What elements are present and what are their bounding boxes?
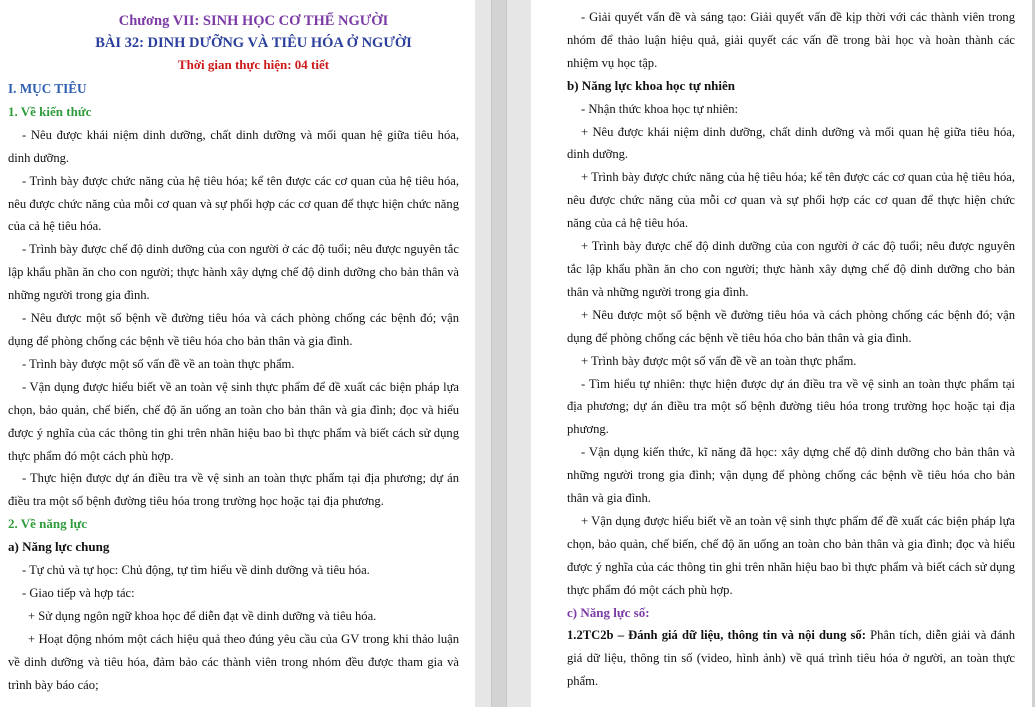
paragraph: - Trình bày được chức năng của hệ tiêu hóa; kể tên được các cơ quan của hệ tiêu hóa, nêu được chức năng của mỗi cơ quan và sự phối hợp các cơ quan để thực hiện chức năng của cả hệ tiêu hóa. (8, 173, 459, 234)
paragraph: - Vận dụng được hiểu biết về an toàn vệ sinh thực phẩm để đề xuất các biện pháp lựa chọn, bảo quản, chế biến, chế độ ăn uống an toàn cho bản thân và gia đình; đọc và hiểu được ý nghĩa của các thông tin ghi trên nhãn hiệu bao bì thực phẩm và biết cách sử dụng thực phẩm đó một cách phù hợp. (8, 379, 459, 463)
page-divider (491, 0, 507, 707)
paragraph: + Trình bày được chức năng của hệ tiêu hóa; kể tên được các cơ quan của hệ tiêu hóa, nêu được chức năng của mỗi cơ quan và sự phối hợp các cơ quan để thực hiện chức năng của cả hệ tiêu hóa. (567, 170, 1015, 231)
paragraph: + Hoạt động nhóm một cách hiệu quả theo đúng yêu cầu của GV trong khi thảo luận về dinh dưỡng và tiêu hóa, đảm bảo các thành viên trong nhóm đều được tham gia và trình bày báo cáo; (8, 631, 459, 692)
paragraph: + Trình bày được chế độ dinh dưỡng của con người ở các độ tuổi; nêu được nguyên tắc lập khẩu phần ăn cho con người; thực hành xây dựng chế độ dinh dưỡng cho bản thân và những người trong gia đình. (567, 239, 1015, 299)
subheading-general-competence: a) Năng lực chung (8, 539, 110, 555)
page-gap (475, 0, 531, 707)
paragraph: - Giải quyết vấn đề và sáng tạo: Giải quyết vấn đề kịp thời với các thành viên trong nhóm để thảo luận hiệu quả, giải quyết các vấn đề trong bài học và hoàn thành các nhiệm vụ học tập. (567, 10, 1015, 70)
paragraph: - Tự chủ và tự học: Chủ động, tự tìm hiểu về dinh dưỡng và tiêu hóa. (22, 563, 370, 578)
document-page-left (0, 0, 475, 707)
paragraph: - Vận dụng kiến thức, kĩ năng đã học: xây dựng chế độ dinh dưỡng cho bản thân và những người trong gia đình; vận dụng để phòng chống các bệnh về tiêu hóa cho bản thân và gia đình. (567, 445, 1015, 506)
paragraph: + Vận dụng được hiểu biết về an toàn vệ sinh thực phẩm để đề xuất các biện pháp lựa chọn, bảo quản, chế biến, chế độ ăn uống an toàn cho bản thân và gia đình; đọc và hiểu được ý nghĩa của các thông tin ghi trên nhãn hiệu bao bì thực phẩm và biết cách sử dụng thực phẩm đó một cách phù hợp. (567, 513, 1015, 597)
paragraph: - Tìm hiểu tự nhiên: thực hiện được dự án điều tra về vệ sinh an toàn thực phẩm tại địa phương; dự án điều tra một số bệnh đường tiêu hóa trong trường học hoặc tại địa phương. (567, 376, 1015, 437)
subheading-science-competence: b) Năng lực khoa học tự nhiên (567, 77, 736, 93)
paragraph: - Nêu được khái niệm dinh dưỡng, chất dinh dưỡng và mối quan hệ giữa tiêu hóa, dinh dưỡng. (8, 127, 459, 165)
duration-text: Thời gian thực hiện: 04 tiết (177, 57, 330, 72)
document-page-right (531, 0, 1035, 707)
subheading-knowledge: 1. Về kiến thức (8, 103, 92, 119)
paragraph: + Nêu được khái niệm dinh dưỡng, chất dinh dưỡng và mối quan hệ giữa tiêu hóa, dinh dưỡng. (567, 124, 1015, 162)
paragraph: + Nêu được một số bệnh về đường tiêu hóa và cách phòng chống các bệnh đó; vận dụng để phòng chống các bệnh về tiêu hóa cho bản thân và gia đình. (567, 307, 1015, 345)
chapter-title: Chương VII: SINH HỌC CƠ THỂ NGƯỜI (118, 13, 389, 29)
subheading-digital-competence: c) Năng lực số: (567, 604, 650, 620)
paragraph-digital (567, 624, 1015, 693)
section-heading-objectives: I. MỤC TIÊU (8, 81, 87, 96)
subheading-competence: 2. Về năng lực (8, 516, 88, 532)
paragraph: - Nêu được một số bệnh về đường tiêu hóa và cách phòng chống các bệnh đó; vận dụng để phòng chống các bệnh về tiêu hóa cho bản thân và gia đình. (8, 311, 459, 348)
paragraph: - Trình bày được một số vấn đề về an toàn thực phẩm. (22, 356, 295, 371)
digital-competence-code: 1.2TC2b – Đánh giá dữ liệu, thông tin và nội dung số: (567, 628, 866, 643)
paragraph: - Giao tiếp và hợp tác: (22, 585, 135, 600)
lesson-title: BÀI 32: DINH DƯỠNG VÀ TIÊU HÓA Ở NGƯỜI (95, 35, 412, 51)
digital-competence-text: Phân tích, diễn giải và đánh giá dữ liệu, thông tin số (video, hình ảnh) về quá trình tiêu hóa ở người, an toàn thực phẩm. (567, 628, 1015, 689)
paragraph: - Nhận thức khoa học tự nhiên: (581, 101, 739, 116)
paragraph: - Thực hiện được dự án điều tra về vệ sinh an toàn thực phẩm tại địa phương; dự án điều tra một số bệnh đường tiêu hóa trong trường học hoặc tại địa phương. (8, 471, 459, 509)
paragraph: - Trình bày được chế độ dinh dưỡng của con người ở các độ tuổi; nêu được nguyên tắc lập khẩu phần ăn cho con người; thực hành xây dựng chế độ dinh dưỡng cho bản thân và những người trong gia đình. (8, 242, 459, 303)
paragraph: + Trình bày được một số vấn đề về an toàn thực phẩm. (581, 353, 857, 368)
paragraph: + Sử dụng ngôn ngữ khoa học để diễn đạt về dinh dưỡng và tiêu hóa. (28, 608, 377, 623)
